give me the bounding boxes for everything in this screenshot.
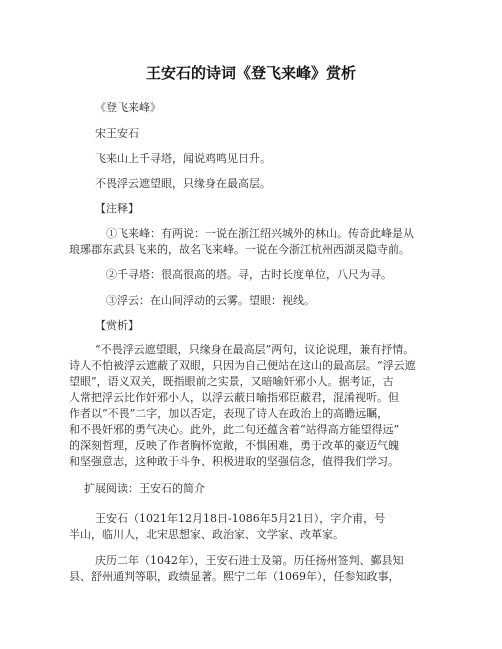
- analysis-line: 人常把浮云比作奸邪小人，以浮云蔽日喻指邪臣蔽君，混淆视听。但: [69, 391, 399, 404]
- poem-line-2: 不畏浮云遮望眼，只缘身在最高层。: [95, 177, 271, 190]
- bio-p2-line-1: 庆历二年（1042年），王安石进士及第。历任扬州签判、鄞县知: [95, 554, 404, 567]
- analysis-line: 和不畏奸邪的勇气决心。此外，此二句还蕴含着“站得高方能望得远”: [69, 423, 400, 436]
- bio-p2-line-2: 县、舒州通判等职，政绩显著。熙宁二年（1069年），任参知政事，: [69, 570, 400, 583]
- bio-p1-line-1: 王安石（1021年12月18日-1086年5月21日），字介甫，号: [95, 512, 386, 525]
- poem-author: 宋王安石: [95, 127, 139, 140]
- analysis-heading: 【赏析】: [95, 319, 139, 332]
- analysis-line: “不畏浮云遮望眼，只缘身在最高层”两句，议论说理，兼有抒情。: [95, 343, 415, 356]
- poem-line-1: 飞来山上千寻塔，闻说鸡鸣见日升。: [95, 152, 271, 165]
- analysis-line: 的深刻哲理，反映了作者胸怀宽敞，不惧困难，勇于改革的豪迈气魄: [69, 439, 399, 452]
- note-1-line-1: ①飞来峰：有两说：一说在浙江绍兴城外的林山。传奇此峰是从: [106, 227, 414, 240]
- analysis-line: 诗人不怕被浮云遮蔽了双眼，只因为自己便站在这山的最高层。“浮云遮: [69, 359, 416, 372]
- analysis-line: 望眼”，语义双关，既指眼前之实景，又暗喻奸邪小人。据考证，古: [69, 375, 394, 388]
- analysis-line: 和坚强意志，这种敢于斗争、积极进取的坚强信念，值得我们学习。: [69, 455, 399, 468]
- analysis-line: 作者以“不畏”二字，加以否定，表现了诗人在政治上的高瞻远瞩，: [69, 407, 389, 420]
- poem-name: 《登飞来峰》: [95, 101, 161, 114]
- note-1-line-2: 琅琊郡东武县飞来的，故名飞来峰。一说在今浙江杭州西湖灵隐寺前。: [69, 243, 410, 256]
- note-2: ②千寻塔：很高很高的塔。寻，古时长度单位，八尺为寻。: [106, 268, 392, 281]
- bio-p1-line-2: 半山，临川人，北宋思想家、政治家、文学家、改革家。: [69, 528, 344, 541]
- page-title: 王安石的诗词《登飞来峰》赏析: [145, 64, 356, 82]
- extended-heading: 扩展阅读：王安石的简介: [84, 482, 205, 495]
- note-3: ③浮云：在山间浮动的云雾。望眼：视线。: [106, 294, 315, 307]
- notes-heading: 【注释】: [95, 202, 139, 215]
